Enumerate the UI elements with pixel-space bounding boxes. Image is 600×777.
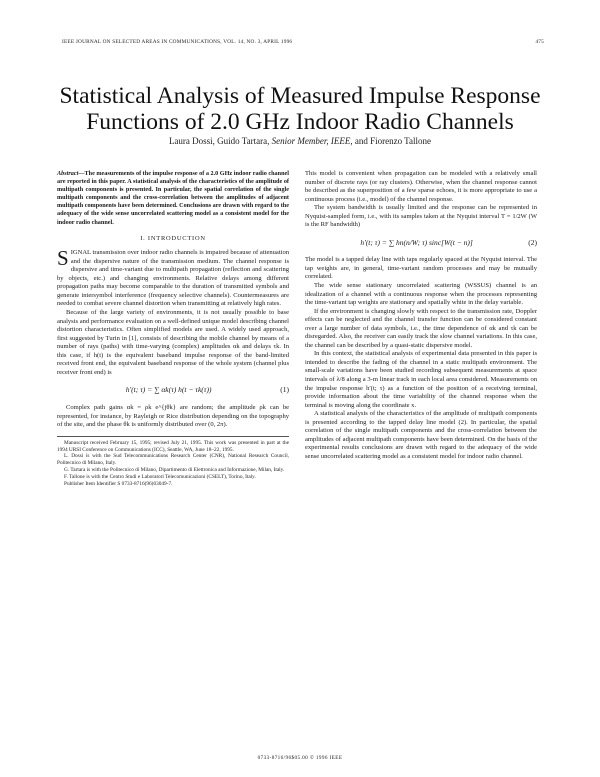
abstract-text: The measurements of the impulse response of a 2.0 GHz indoor radio channel are reported in this paper. A statistical analysis of the characteristics of the amplitude of multipath components is presented. In particular, the spatial correlation of the single multipath components and the cross-correlation between the amplitudes of adjacent multipath components have been determined. Conclusions are drawn with regard to the adequacy of the wide sense uncorrelated scattering model as a consistent model for the indoor radio channel.	[57, 170, 289, 226]
equation-1-body: h′(t; τ) = ∑ αk(τ) h(t − τk(τ))	[125, 385, 212, 395]
author-list	[40, 136, 560, 146]
authors-last: and Fiorenzo Tallone	[352, 136, 432, 146]
left-column	[57, 170, 289, 488]
right-paragraph-1: This model is convenient when propagation can be modeled with a relatively small number of discrete rays (or ray clusters). Otherwise, when the channel response cannot be described as the superposition of a few sparse echoes, it is more appropriate to use a continuous process (i.e., model) of the channel response.	[305, 170, 537, 203]
footnote-tallone: F. Tallone is with the Centro Studi e Laboratori Telecomunicazioni (CSELT), Torino, Italy.	[64, 474, 256, 481]
footnote-dossi: L. Dossi is with the Sud Telecommunications Research Center (CNR), National Research Council, Politecnico di Milano, Italy.	[57, 453, 289, 467]
abstract	[57, 170, 289, 227]
right-paragraph-4: The wide sense stationary uncorrelated scattering (WSSUS) channel is an idealization of a channel with a continuous response when the processes representing the time-variant tap weights are stationary and spatially white in the delay variable.	[305, 282, 537, 307]
running-head-journal: IEEE JOURNAL ON SELECTED AREAS IN COMMUNICATIONS, VOL. 14, NO. 3, APRIL 1996	[62, 39, 293, 45]
footnote-received: Manuscript received February 15, 1995; revised July 21, 1995. This work was presented in part at the 1994 URSI Conference on Communications (ICC), Seattle, WA, June 18–22, 1995.	[57, 439, 289, 453]
equation-2-number: (2)	[528, 237, 537, 247]
authors-names: Laura Dossi, Guido Tartara,	[168, 136, 272, 146]
footnote-publisher-id: Publisher Item Identifier S 0733-8716(96)03049-7.	[64, 481, 173, 488]
copyright-footer: 0733-8716/96$05.00 © 1996 IEEE	[257, 755, 343, 761]
footnote-tartara: G. Tartara is with the Politecnico di Milano, Dipartimento di Elettronica and Informazione, Milan, Italy.	[64, 467, 285, 474]
page-number: 475	[535, 39, 544, 45]
intro-paragraph-1-text: IGNAL transmission over indoor radio channels is impaired because of attenuation and the dispersive nature of the transmission medium. The channel response is dispersive and time-variant due to multipath propagation (reflection and scattering by objects, etc.) and changing environments. Relative delays among different propagation paths may become comparable to the duration of transmitted symbols and generate intersymbol interference (frequency selective channels). Countermeasures are needed to combat severe channel distortion when transmitting at relatively high rates.	[57, 249, 289, 308]
title-line-2: Functions of 2.0 GHz Indoor Radio Channels	[86, 109, 514, 135]
intro-paragraph-3: Complex path gains αk = ρk e^{jθk} are random; the amplitude ρk can be represented, for instance, by Rayleigh or Rice distribution depending on the topography of the site, and the phase θk is uniformly distributed over (0, 2π).	[57, 403, 289, 429]
running-head	[62, 39, 544, 45]
equation-1	[57, 386, 289, 395]
equation-1-number: (1)	[280, 385, 289, 395]
right-paragraph-7: A statistical analysis of the characteristics of the amplitude of multipath components is presented according to the tapped delay line model (2). In particular, the spatial correlation of the single multipath components and the cross-correlation between the amplitudes of adjacent multipath components have been determined. On the basis of the experimental results conclusions are drawn with regard to the adequacy of the wide sense uncorrelated scattering model as a consistent model for indoor radio channel.	[305, 410, 537, 460]
title-line-1: Statistical Analysis of Measured Impulse Response	[59, 83, 541, 109]
abstract-lead: Abstract—	[57, 170, 85, 177]
drop-cap: S	[57, 246, 69, 271]
right-paragraph-5: If the environment is changing slowly with respect to the transmission rate, Doppler effects can be neglected and the channel transfer function can be considered constant over a large number of data symbols, i.e., the time dependence of αk and τk can be disregarded. Also, the receiver can easily track the slow channel variations. In this case, the channel can be described by a quasi-static dispersive model.	[305, 307, 537, 349]
right-column	[305, 170, 537, 462]
equation-2-body: h′(t; τ) = ∑ hn(n/W; τ) sinc[W(t − n)]	[360, 237, 473, 247]
right-paragraph-3: The model is a tapped delay line with taps regularly spaced at the Nyquist interval. The tap weights are, in general, time-variant random processes and may be mutually correlated.	[305, 256, 537, 281]
section-heading-introduction: I. INTRODUCTION	[140, 234, 206, 242]
right-paragraph-6: In this context, the statistical analysis of experimental data presented in this paper is intended to describe the fading of the channel in a static multipath environment. The small-scale variations have been studied recording subsequent measurements at space intervals of λ/8 along a 3-m linear track in each local area considered. Measurements on the impulse response h′(t; τ) as a function of the position of a receiving terminal, provide information about the time variability of the channel response when the terminal is moving along the coordinate x.	[305, 350, 537, 409]
footnotes	[57, 436, 289, 488]
right-paragraph-2: The system bandwidth is usually limited and the response can be represented in Nyquist-sampled form, i.e., with its samples taken at the Nyquist interval T = 1/2W (W is the RF bandwidth)	[305, 204, 537, 229]
intro-paragraph-2: Because of the large variety of environments, it is not usually possible to base analysis and performance evaluation on a well-defined unique model describing channel distortion characteristics. Often simplified models are used. A widely used approach, first suggested by Turin in [1], consists of describing the mobile channel by means of a number of rays (paths) with time-varying (complex) amplitudes αk and delays τk. In this case, if h(t) is the equivalent baseband impulse response of the band-limited received front end, the equivalent baseband response of the whole system (channel plus receiver front end) is	[57, 309, 289, 376]
paper-title	[40, 83, 560, 135]
equation-2	[305, 239, 537, 248]
intro-paragraph-1	[57, 246, 289, 309]
authors-member-grade: Senior Member, IEEE,	[271, 136, 353, 146]
